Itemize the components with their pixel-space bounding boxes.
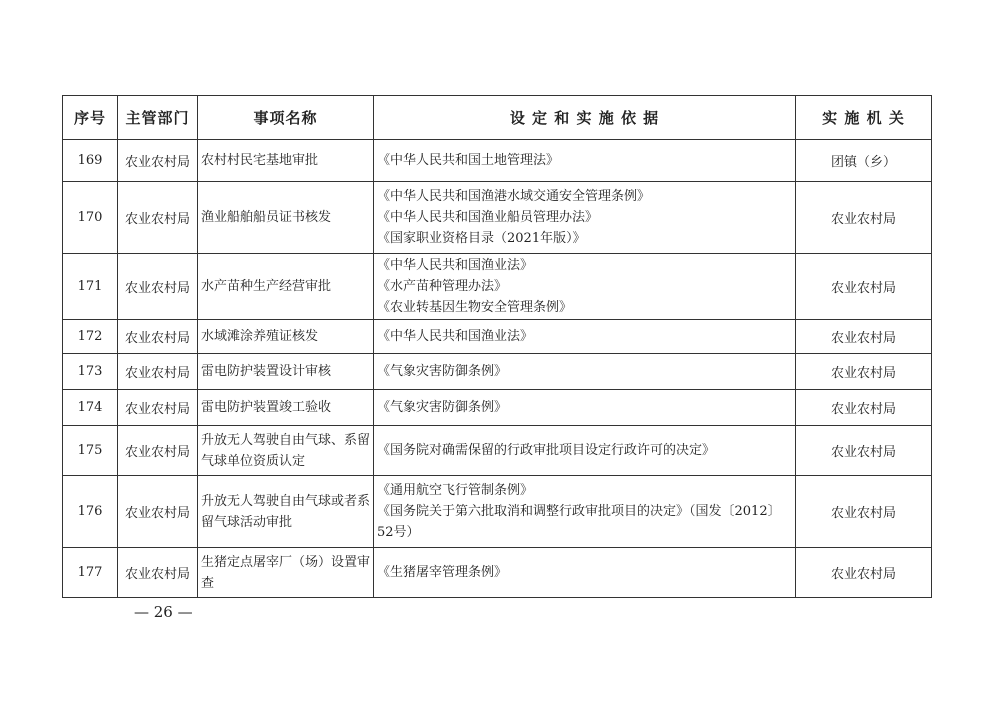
basis-line: 52号） — [377, 525, 420, 540]
cell-dept: 农业农村局 — [118, 354, 198, 390]
cell-item-name — [198, 476, 374, 548]
item-name-text: 雷电防护装置竣工验收 — [201, 400, 332, 415]
header-name: 事项名称 — [198, 96, 374, 140]
cell-agency: 农业农村局 — [796, 548, 932, 598]
item-name-text: 升放无人驾驶自由气球或者系留气球活动审批 — [201, 493, 371, 530]
cell-dept: 农业农村局 — [118, 182, 198, 254]
cell-item-name — [198, 320, 374, 354]
cell-dept: 农业农村局 — [118, 476, 198, 548]
basis-line: 《生猪屠宰管理条例》 — [377, 565, 508, 580]
basis-line: 《农业转基因生物安全管理条例》 — [377, 300, 573, 315]
cell-seq: 172 — [63, 320, 118, 354]
basis-line: 《通用航空飞行管制条例》 — [377, 483, 534, 498]
cell-seq: 169 — [63, 140, 118, 182]
cell-agency: 农业农村局 — [796, 320, 932, 354]
cell-basis — [374, 476, 796, 548]
item-name-text: 农村村民宅基地审批 — [201, 153, 319, 168]
table-header-row — [63, 96, 932, 140]
cell-basis — [374, 254, 796, 320]
cell-agency: 农业农村局 — [796, 426, 932, 476]
items-table — [62, 95, 932, 598]
basis-line: 《国务院对确需保留的行政审批项目设定行政许可的决定》 — [377, 443, 716, 458]
header-dept: 主管部门 — [118, 96, 198, 140]
cell-seq: 175 — [63, 426, 118, 476]
cell-basis — [374, 182, 796, 254]
cell-basis — [374, 320, 796, 354]
cell-dept: 农业农村局 — [118, 254, 198, 320]
basis-line: 《中华人民共和国渔港水域交通安全管理条例》 — [377, 189, 651, 204]
table-row — [63, 476, 932, 548]
table-row — [63, 254, 932, 320]
basis-line: 《气象灾害防御条例》 — [377, 364, 508, 379]
cell-dept: 农业农村局 — [118, 320, 198, 354]
cell-item-name — [198, 182, 374, 254]
basis-line: 《国家职业资格目录（2021年版）》 — [377, 231, 586, 246]
header-basis: 设 定 和 实 施 依 据 — [374, 96, 796, 140]
table-row — [63, 320, 932, 354]
item-name-text: 渔业船舶船员证书核发 — [201, 210, 332, 225]
table-row — [63, 140, 932, 182]
table-row — [63, 548, 932, 598]
cell-seq: 173 — [63, 354, 118, 390]
basis-line: 《气象灾害防御条例》 — [377, 400, 508, 415]
basis-line: 《水产苗种管理办法》 — [377, 279, 508, 294]
cell-item-name — [198, 548, 374, 598]
cell-item-name — [198, 140, 374, 182]
cell-basis — [374, 140, 796, 182]
cell-item-name — [198, 426, 374, 476]
basis-line: 《中华人民共和国渔业法》 — [377, 258, 534, 273]
cell-seq: 170 — [63, 182, 118, 254]
cell-agency: 团镇（乡） — [796, 140, 932, 182]
cell-basis — [374, 354, 796, 390]
item-name-text: 生猪定点屠宰厂（场）设置审查 — [201, 554, 371, 591]
cell-agency: 农业农村局 — [796, 182, 932, 254]
cell-seq: 171 — [63, 254, 118, 320]
item-name-text: 升放无人驾驶自由气球、系留气球单位资质认定 — [201, 432, 371, 469]
table-row — [63, 182, 932, 254]
table-row — [63, 354, 932, 390]
cell-dept: 农业农村局 — [118, 426, 198, 476]
basis-line: 《中华人民共和国渔业法》 — [377, 329, 534, 344]
cell-agency: 农业农村局 — [796, 390, 932, 426]
cell-dept: 农业农村局 — [118, 548, 198, 598]
cell-basis — [374, 426, 796, 476]
item-name-text: 水域滩涂养殖证核发 — [201, 329, 319, 344]
cell-item-name — [198, 254, 374, 320]
header-agency: 实 施 机 关 — [796, 96, 932, 140]
item-name-text: 水产苗种生产经营审批 — [201, 279, 332, 294]
cell-agency: 农业农村局 — [796, 476, 932, 548]
page-number: — 26 — — [134, 603, 193, 621]
cell-seq: 177 — [63, 548, 118, 598]
header-seq: 序号 — [63, 96, 118, 140]
item-name-text: 雷电防护装置设计审核 — [201, 364, 332, 379]
cell-dept: 农业农村局 — [118, 140, 198, 182]
cell-basis — [374, 548, 796, 598]
cell-agency: 农业农村局 — [796, 254, 932, 320]
basis-line: 《中华人民共和国土地管理法》 — [377, 153, 560, 168]
cell-item-name — [198, 354, 374, 390]
cell-item-name — [198, 390, 374, 426]
cell-dept: 农业农村局 — [118, 390, 198, 426]
table-row — [63, 426, 932, 476]
basis-line: 《国务院关于第六批取消和调整行政审批项目的决定》（国发〔2012〕 — [377, 504, 781, 519]
basis-line: 《中华人民共和国渔业船员管理办法》 — [377, 210, 599, 225]
cell-agency: 农业农村局 — [796, 354, 932, 390]
table-row — [63, 390, 932, 426]
cell-seq: 176 — [63, 476, 118, 548]
cell-basis — [374, 390, 796, 426]
cell-seq: 174 — [63, 390, 118, 426]
